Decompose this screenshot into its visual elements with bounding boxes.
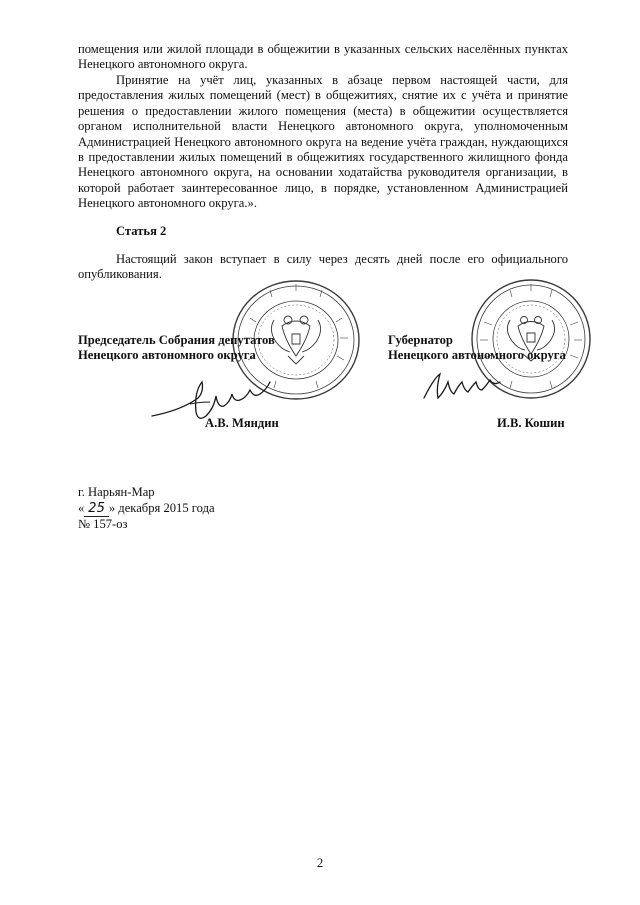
signatory-left-name: А.В. Мяндин	[205, 416, 279, 430]
signature-right-icon	[420, 368, 520, 406]
date-open-quote: «	[78, 501, 85, 515]
page-number: 2	[316, 856, 324, 870]
paragraph-entry-into-force: Настоящий закон вступает в силу через десять дней после его официального опубликования.	[78, 252, 568, 282]
signatory-right-title-line2: Ненецкого автономного округа	[388, 348, 566, 363]
place-of-signing: г. Нарьян-Мар	[78, 485, 155, 499]
article-heading: Статья 2	[116, 224, 167, 238]
signatory-left-title-line2: Ненецкого автономного округа	[78, 348, 256, 363]
signatory-left-title	[78, 333, 275, 364]
signing-date	[78, 501, 215, 516]
paragraph-continuation: помещения или жилой площади в общежитии в указанных сельских населённых пунктах Ненецкого автономного округа.	[78, 42, 568, 72]
paragraph-registration: Принятие на учёт лиц, указанных в абзаце первом настоящей части, для предоставления жилых помещений (мест) в общежитиях, снятие их с учёта и принятие решения о предоставлении жилого помещения (места) в общежитии осуществляется органом исполнительной власти Ненецкого автономного округа, уполномоченным Администрацией Ненецкого автономного округа на ведение учёта граждан, нуждающихся в предоставлении жилых помещений в общежитиях государственного жилищного фонда Ненецкого автономного округа, на основании ходатайства руководителя организации, в которой работает заинтересованное лицо, в порядке, установленном Администрацией Ненецкого автономного округа.».	[78, 73, 568, 211]
signatory-left-title-line1: Председатель Собрания депутатов	[78, 333, 275, 347]
signatory-right-name: И.В. Кошин	[497, 416, 565, 430]
signatory-right-title	[388, 333, 566, 364]
date-day-handwritten: 25	[84, 501, 109, 517]
signatory-right-title-line1: Губернатор	[388, 333, 453, 347]
date-rest: » декабря 2015 года	[108, 501, 215, 515]
law-number: № 157-оз	[78, 517, 128, 531]
